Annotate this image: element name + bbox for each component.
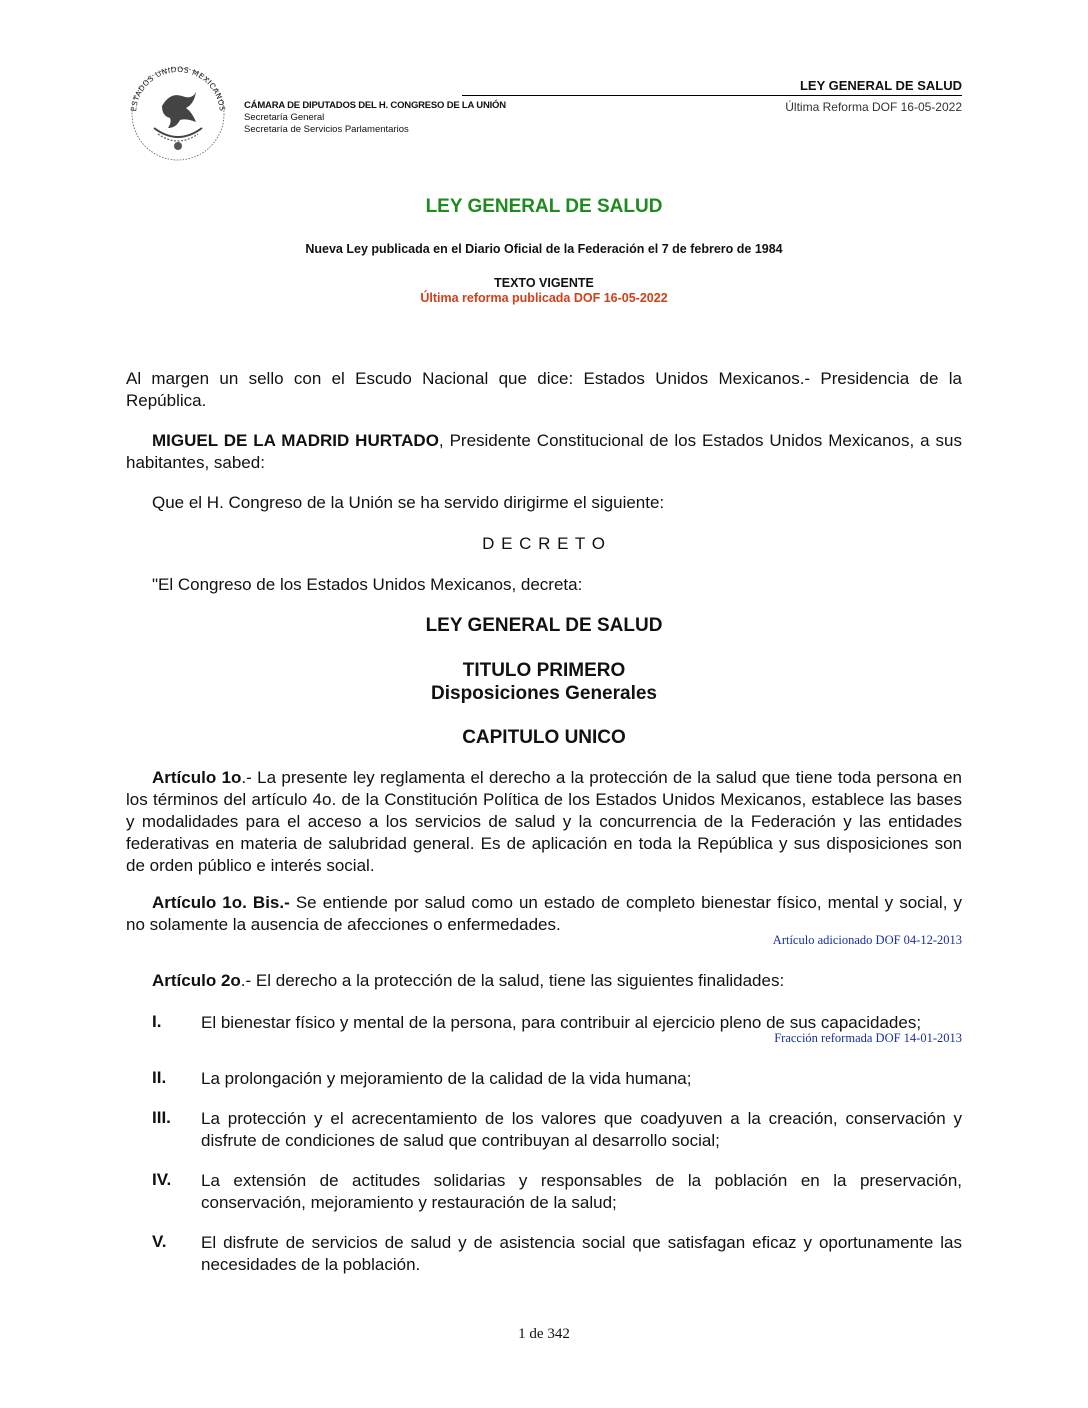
titulo-heading: TITULO PRIMERO <box>462 660 626 681</box>
decreto-heading: D E C R E T O <box>482 534 606 553</box>
fraction-text: La extensión de actitudes solidarias y responsables de la población en la preservación, conservación, mejoramiento y restauración de la salud; <box>201 1171 962 1212</box>
article-1-bis-text: Se entiende por salud como un estado de completo bienestar físico, mental y social, y no solamente la ausencia de afecciones o enfermedades. <box>126 893 962 934</box>
page-number: 1 de 342 <box>518 1326 570 1342</box>
president-text: , Presidente Constitucional de los Estados Unidos Mexicanos, a sus habitantes, sabed: <box>126 431 962 472</box>
header-last-reform: Última Reforma DOF 16-05-2022 <box>785 100 962 114</box>
fraction-number: II. <box>152 1068 167 1087</box>
national-seal-icon <box>122 58 234 162</box>
article-2-label: Artículo 2o <box>152 971 241 990</box>
last-reform-published: Última reforma publicada DOF 16-05-2022 <box>420 291 668 305</box>
president-paragraph <box>126 430 962 474</box>
article-1-text: .- La presente ley reglamenta el derecho a la protección de la salud que tiene toda persona en los términos del artículo 4o. de la Constitución Política de los Estados Unidos Mexicanos, establece las bases y modalidades para el acceso a los servicios de salud y la concurrencia de la Federación y las entidades federativas en materia de salubridad general. Es de aplicación en toda la República y sus disposiciones son de orden público e interés social. <box>126 768 962 875</box>
article-1-label: Artículo 1o <box>152 768 242 787</box>
status-block <box>0 276 1088 306</box>
law-heading: LEY GENERAL DE SALUD <box>425 615 663 636</box>
fraction-text: El bienestar físico y mental de la persona, para contribuir al ejercicio pleno de sus capacidades; <box>201 1013 922 1032</box>
secretariat-parliamentary: Secretaría de Servicios Parlamentarios <box>244 124 409 135</box>
fraction-text: La protección y el acrecentamiento de los valores que coadyuven a la creación, conservación y disfrute de condiciones de salud que contribuyan al desarrollo social; <box>201 1109 962 1150</box>
article-1 <box>126 767 962 877</box>
fraction-number: III. <box>152 1108 171 1127</box>
titulo-subheading: Disposiciones Generales <box>431 683 657 704</box>
capitulo-heading: CAPITULO UNICO <box>462 727 626 748</box>
publication-line: Nueva Ley publicada en el Diario Oficial de la Federación el 7 de febrero de 1984 <box>305 242 783 256</box>
running-header <box>462 78 962 114</box>
fraction-text: El disfrute de servicios de salud y de asistencia social que satisfagan eficaz y oportunamente las necesidades de la población. <box>201 1233 962 1274</box>
article-2-text: .- El derecho a la protección de la salud, tiene las siguientes finalidades: <box>240 971 785 990</box>
status-text: TEXTO VIGENTE <box>494 276 594 290</box>
article-2 <box>126 970 962 992</box>
fraction-note: Fracción reformada DOF 14-01-2013 <box>774 1031 962 1045</box>
seal-text: ESTADOS UNIDOS MEXICANOS <box>129 64 227 112</box>
congress-paragraph: Que el H. Congreso de la Unión se ha servido dirigirme el siguiente: <box>152 493 665 512</box>
fraction-number: IV. <box>152 1170 172 1189</box>
decreta-paragraph: "El Congreso de los Estados Unidos Mexicanos, decreta: <box>152 575 583 594</box>
document-title: LEY GENERAL DE SALUD <box>425 196 663 217</box>
fraction-number: I. <box>152 1012 162 1031</box>
secretariat-general: Secretaría General <box>244 112 325 123</box>
article-1-bis-note: Artículo adicionado DOF 04-12-2013 <box>772 933 962 947</box>
chamber-name: CÁMARA DE DIPUTADOS DEL H. CONGRESO DE LA UNIÓN <box>244 100 506 111</box>
article-1-bis <box>126 892 962 936</box>
fraction-number: V. <box>152 1232 167 1251</box>
header-law-title: LEY GENERAL DE SALUD <box>462 78 962 96</box>
president-name: MIGUEL DE LA MADRID HURTADO <box>152 431 439 450</box>
fraction-text: La prolongación y mejoramiento de la calidad de la vida humana; <box>201 1069 692 1088</box>
article-1-bis-label: Artículo 1o. Bis.- <box>152 893 290 912</box>
margin-paragraph: Al margen un sello con el Escudo Nacional que dice: Estados Unidos Mexicanos.- Presidencia de la República. <box>126 369 962 410</box>
